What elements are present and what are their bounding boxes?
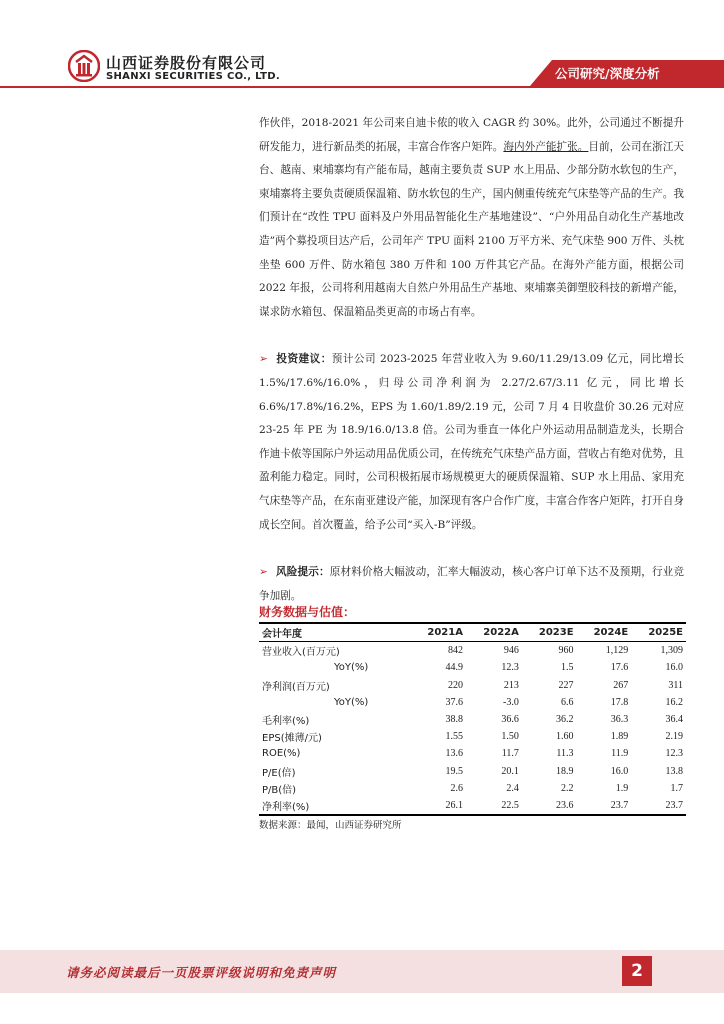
header-cell: 2025E [631, 623, 686, 642]
table-cell: 11.9 [611, 748, 629, 760]
table-cell: 16.0 [610, 765, 629, 777]
table-cell: 11.3 [556, 748, 574, 760]
brand-name-en: SHANXI SECURITIES CO., LTD. [106, 71, 280, 82]
table-cell: 19.5 [445, 765, 463, 777]
table-cell: 16.2 [665, 696, 683, 708]
paragraph-capacity [259, 112, 684, 324]
investment-label: 投资建议： [275, 353, 332, 366]
table-cell: 267 [613, 679, 629, 691]
paragraph-text: 作伙伴，2018-2021 年公司来自迪卡侬的收入 CAGR 约 30%。此外，公司通过不断提升研发能力，进行新品类的拓展，丰富合作客户矩阵。 [259, 117, 684, 153]
paragraph-text: 目前，公司在浙江天台、越南、柬埔寨均有产能布局，越南主要负责 SUP 水上用品、少部分防水软包的生产，柬埔寨将主要负责硬质保温箱、防水软包的生产，国内侧重传统充气床垫等产品的生产。我们预计在“改性 TPU 面料及户外用品智能化生产基地建设”、“户外用品自动化生产基地改造”两个募投项目达产后，公司年产 TPU 面料 2100 万平方米、充气床垫 900 万件、头枕坐垫 600 万件、防水箱包 380 万件和 100 万件其它产品。在海外产能方面，根据公司 2022 年报，公司将利用越南大自然户外用品生产基地、柬埔寨美御塑胶科技的新增产能，谋求防水箱包、保温箱品类更高的市场占有率。 [259, 140, 685, 318]
table-row [259, 711, 686, 728]
row-label: P/E(倍) [262, 767, 296, 779]
table-cell: 36.3 [610, 714, 629, 726]
table-row [259, 780, 686, 797]
row-label: 净利润(百万元) [262, 681, 330, 693]
table-row [259, 763, 686, 780]
header-cell: 2023E [522, 623, 577, 642]
table-cell: 36.6 [501, 714, 519, 726]
table-cell: 23.6 [522, 797, 577, 815]
table-cell: 1.89 [610, 731, 629, 743]
table-cell: 20.1 [501, 765, 519, 777]
underlined-heading: 海内外产能扩张。 [503, 140, 589, 153]
table-cell: 2.2 [561, 782, 574, 794]
page-header [0, 0, 724, 100]
table-cell: 16.0 [665, 662, 683, 674]
footer-disclaimer: 请务必阅读最后一页股票评级说明和免责声明 [66, 965, 337, 980]
table-cell: 842 [447, 645, 463, 657]
risk-label: 风险提示： [275, 566, 330, 579]
header-cell: 会计年度 [259, 623, 410, 642]
table-cell: 38.8 [445, 714, 463, 726]
row-label: YoY(%) [334, 662, 369, 674]
table-row [259, 677, 686, 694]
row-label: YoY(%) [334, 696, 369, 708]
table-cell: 1.50 [501, 731, 519, 743]
table-cell: 23.7 [577, 797, 632, 815]
table-cell: 2.19 [665, 731, 683, 743]
investment-text: 预计公司 2023-2025 年营业收入为 9.60/11.29/13.09 亿元，同比增长 1.5%/17.6%/16.0%，归母公司净利润为 2.27/2.67/3.11 亿元，同比增长 6.6%/17.8%/16.2%，EPS 为 1.60/1.89/2.19 元，公司 7 月 4 日收盘价 30.26 元对应 23-25 年 PE 为 18.9/16.0/13.8 倍。公司为垂直一体化户外运动用品制造龙头，长期合作迪卡侬等国际户外运动用品优质公司，在传统充气床垫产品方面，营收占有绝对优势，且盈利能力稳定。同时，公司积极拓展市场规模更大的硬质保温箱、SUP 水上用品、家用充气床垫等产品，在东南亚建设产能，加深现有客户合作广度，丰富合作客户矩阵，打开自身成长空间。首次覆盖，给予公司“买入-B”评级。 [259, 353, 684, 531]
row-label: 净利率(%) [259, 797, 410, 815]
table-cell: 23.7 [631, 797, 686, 815]
header-divider [0, 86, 724, 88]
row-label: EPS(摊薄/元) [262, 733, 322, 745]
table-cell: 6.6 [561, 696, 574, 708]
header-cell: 2024E [577, 623, 632, 642]
table-cell: 22.5 [466, 797, 522, 815]
financial-table [259, 622, 686, 816]
row-label: 毛利率(%) [262, 716, 310, 728]
table-cell: 13.6 [445, 748, 463, 760]
row-label: 营业收入(百万元) [262, 647, 340, 659]
table-cell: 1.55 [445, 731, 463, 743]
table-cell: 36.2 [556, 714, 574, 726]
table-row [259, 728, 686, 745]
table-cell: 1,129 [605, 645, 629, 657]
table-cell: 213 [503, 679, 519, 691]
brand-name-cn: 山西证券股份有限公司 [106, 54, 267, 72]
table-cell: 2.4 [506, 782, 519, 794]
paragraph-investment [259, 348, 684, 537]
table-cell: 44.9 [445, 662, 463, 674]
report-body [259, 112, 684, 608]
company-logo-icon [68, 50, 100, 82]
table-cell: 18.9 [556, 765, 574, 777]
table-row [259, 745, 686, 762]
bullet-arrow-icon: ➢ [259, 353, 268, 366]
table-cell: 12.3 [665, 748, 683, 760]
table-cell: 11.7 [501, 748, 519, 760]
table-row [259, 694, 686, 711]
table-row [259, 797, 686, 815]
table-cell: 220 [447, 679, 463, 691]
page-number: 2 [622, 956, 652, 986]
table-cell: 311 [668, 679, 683, 691]
row-label: ROE(%) [262, 748, 301, 760]
table-row [259, 659, 686, 676]
row-label: P/B(倍) [262, 784, 297, 796]
table-cell: 37.6 [445, 696, 463, 708]
risk-text: 原材料价格大幅波动，汇率大幅波动，核心客户订单下达不及预期，行业竞争加剧。 [259, 566, 685, 602]
table-cell: 17.8 [610, 696, 629, 708]
table-title: 财务数据与估值： [259, 605, 356, 619]
bullet-arrow-icon: ➢ [259, 566, 268, 579]
table-cell: 36.4 [665, 714, 683, 726]
table-cell: -3.0 [503, 696, 519, 708]
table-cell: 946 [503, 645, 519, 657]
header-cell: 2022A [466, 623, 522, 642]
table-cell: 17.6 [610, 662, 629, 674]
table-cell: 1.5 [561, 662, 574, 674]
table-cell: 227 [558, 679, 574, 691]
table-cell: 960 [558, 645, 574, 657]
table-cell: 1.9 [615, 782, 629, 794]
table-cell: 1,309 [660, 645, 683, 657]
table-cell: 13.8 [665, 765, 683, 777]
table-header-row [259, 623, 686, 642]
header-cell: 2021A [410, 623, 466, 642]
table-cell: 26.1 [410, 797, 466, 815]
table-cell: 1.60 [556, 731, 574, 743]
paragraph-risk [259, 561, 684, 608]
section-label: 公司研究/深度分析 [555, 66, 660, 81]
data-source: 数据来源：最闻，山西证券研究所 [259, 820, 402, 831]
table-row [259, 642, 686, 660]
table-cell: 12.3 [501, 662, 519, 674]
table-cell: 1.7 [670, 782, 683, 794]
table-cell: 2.6 [450, 782, 463, 794]
